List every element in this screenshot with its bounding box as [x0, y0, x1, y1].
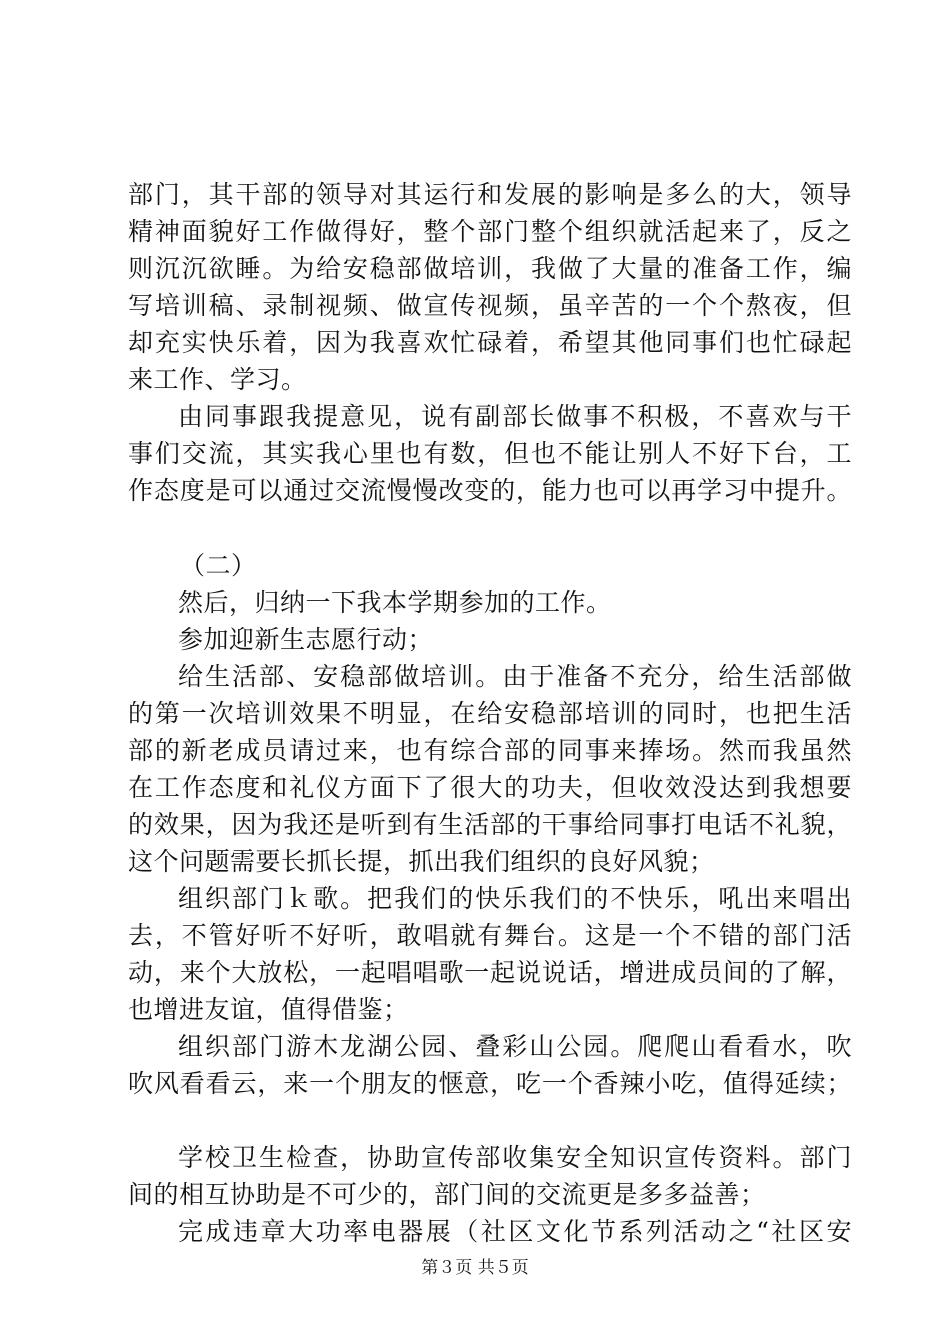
text-line: 却充实快乐着，因为我喜欢忙碌着，希望其他同事们也忙碌起	[128, 328, 852, 357]
text-line: 这个问题需要长抓长提，抓出我们组织的良好风貌；	[128, 847, 715, 876]
paragraph-first-line: 组织部门游木龙湖公园、叠彩山公园。爬爬山看看水，吹	[178, 1032, 852, 1061]
text-line: 间的相互协助是不可少的，部门间的交流更是多多益善；	[128, 1180, 766, 1209]
text-line: 写培训稿、录制视频、做宣传视频，虽辛苦的一个个熬夜，但	[128, 291, 852, 320]
text-line: 去，不管好听不好听，敢唱就有舞台。这是一个不错的部门活	[128, 921, 852, 950]
paragraph-first-line: 组织部门ｋ歌。把我们的快乐我们的不快乐，吼出来唱出	[178, 884, 852, 913]
paragraph-first-line: 参加迎新生志愿行动；	[178, 625, 434, 654]
paragraph-first-line: 给生活部、安稳部做培训。由于准备不充分，给生活部做	[178, 662, 852, 691]
section-heading: （二）	[180, 551, 257, 580]
text-line: 精神面貌好工作做得好，整个部门整个组织就活起来了，反之	[128, 217, 852, 246]
paragraph-first-line: 完成违章大功率电器展（社区文化节系列活动之“社区安	[178, 1217, 852, 1246]
text-line: 在工作态度和礼仪方面下了很大的功夫，但收效没达到我想要	[128, 773, 852, 802]
text-line: 部的新老成员请过来，也有综合部的同事来捧场。然而我虽然	[128, 736, 852, 765]
paragraph-first-line: 然后，归纳一下我本学期参加的工作。	[178, 588, 612, 617]
text-line: 部门，其干部的领导对其运行和发展的影响是多么的大，领导	[128, 180, 852, 209]
text-line: 动，来个大放松，一起唱唱歌一起说说话，增进成员间的了解，	[128, 958, 852, 987]
text-line: 来工作、学习。	[128, 365, 307, 394]
text-line: 也增进友谊，值得借鉴；	[128, 995, 409, 1024]
paragraph-first-line: 学校卫生检查，协助宣传部收集安全知识宣传资料。部门	[178, 1143, 852, 1172]
text-line: 的第一次培训效果不明显，在给安稳部培训的同时，也把生活	[128, 699, 852, 728]
text-line: 则沉沉欲睡。为给安稳部做培训，我做了大量的准备工作，编	[128, 254, 852, 283]
text-line: 的效果，因为我还是听到有生活部的干事给同事打电话不礼貌，	[128, 810, 852, 839]
text-line: 吹风看看云，来一个朋友的惬意，吃一个香辣小吃，值得延续；	[128, 1069, 852, 1098]
paragraph-first-line: 由同事跟我提意见，说有副部长做事不积极，不喜欢与干	[178, 402, 852, 431]
text-line: 作态度是可以通过交流慢慢改变的，能力也可以再学习中提升。	[128, 476, 852, 505]
page-number-footer: 第３页 共５页	[421, 1258, 529, 1278]
text-line: 事们交流，其实我心里也有数，但也不能让别人不好下台，工	[128, 439, 852, 468]
